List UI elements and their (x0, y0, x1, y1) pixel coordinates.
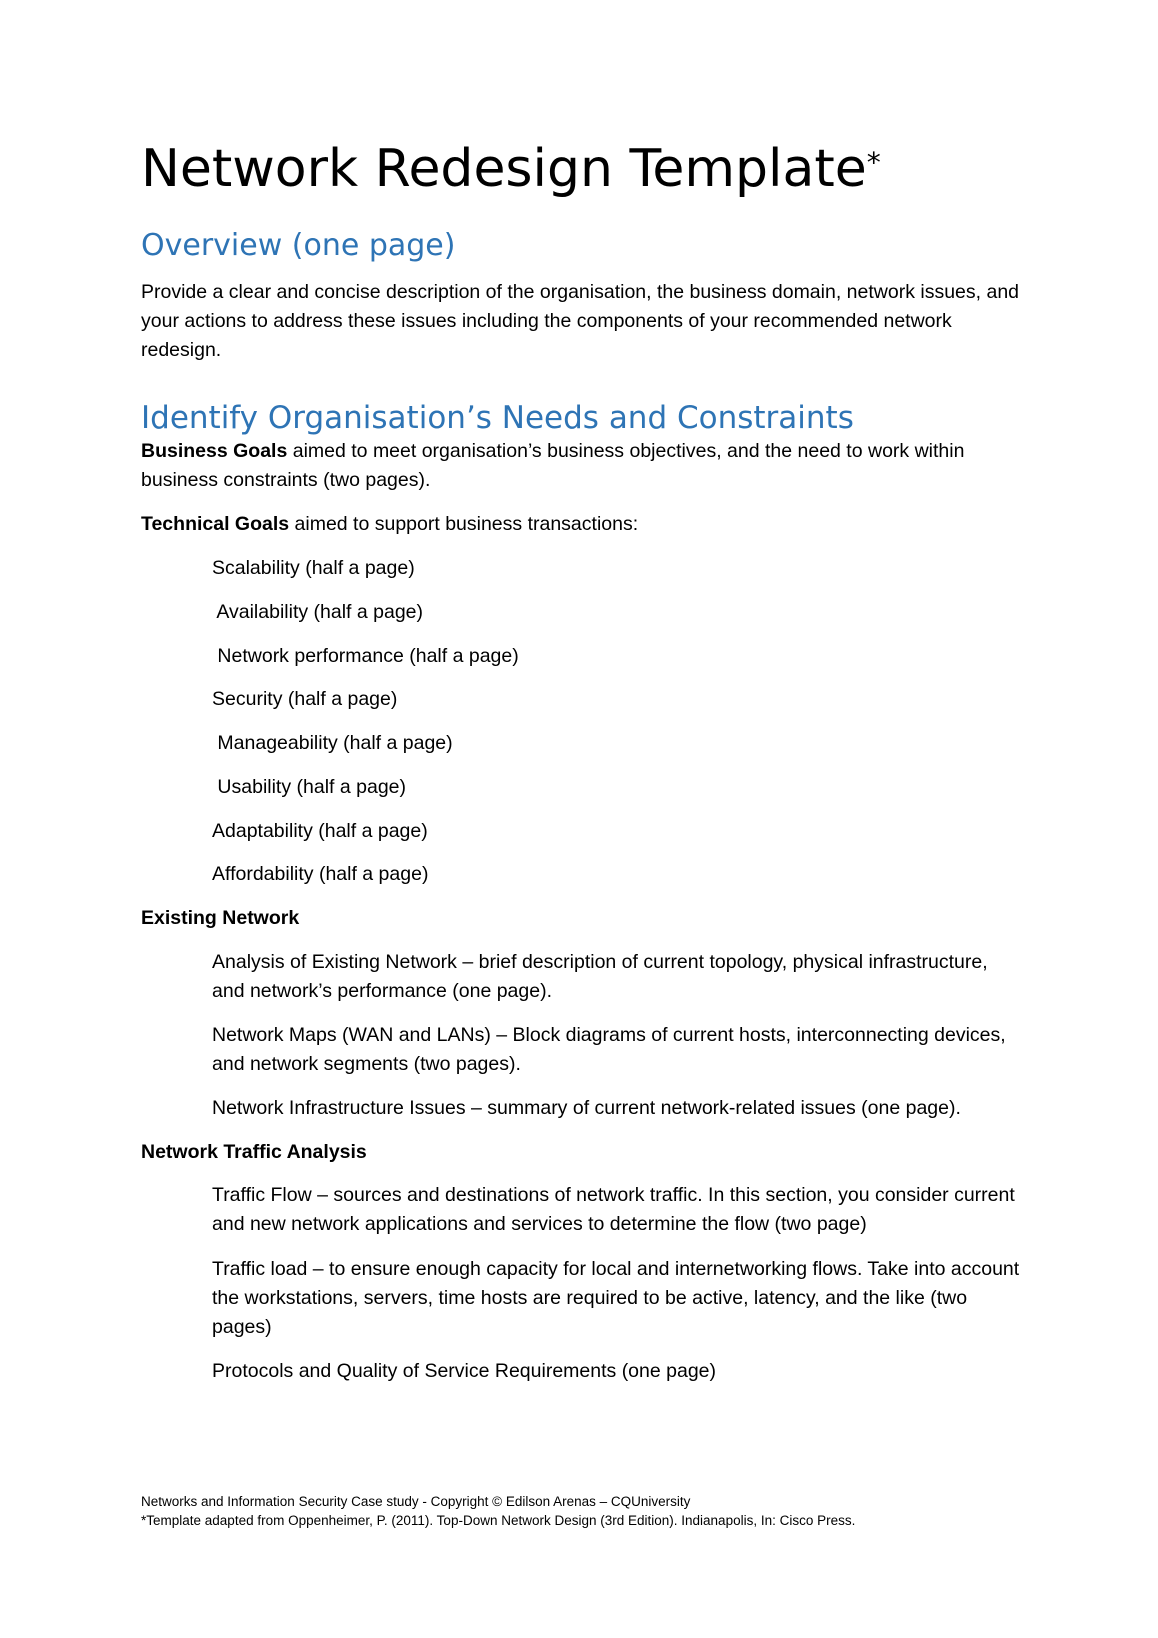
existing-network-item: Network Maps (WAN and LANs) – Block diagrams of current hosts, interconnecting devices, and network segments (two pages). (212, 1024, 1006, 1075)
technical-goal-item: Adaptability (half a page) (212, 820, 428, 842)
existing-network-heading (141, 904, 1021, 933)
technical-goal-item: Security (half a page) (212, 688, 398, 710)
technical-goal-item: Usability (half a page) (212, 776, 407, 798)
technical-goal-item: Availability (half a page) (212, 601, 424, 623)
technical-goals-paragraph (141, 510, 1021, 539)
footer-copyright: Networks and Information Security Case study - Copyright © Edilson Arenas – CQUniversity (141, 1494, 691, 1509)
overview-heading: Overview (one page) (141, 228, 456, 263)
existing-network-label: Existing Network (141, 907, 300, 929)
page-title-text: Network Redesign Template (141, 139, 867, 199)
traffic-analysis-item: Protocols and Quality of Service Requirements (one page) (212, 1360, 717, 1382)
page-title (141, 137, 881, 201)
technical-goal-item: Manageability (half a page) (212, 732, 453, 754)
needs-heading: Identify Organisation’s Needs and Constraints (141, 400, 854, 436)
technical-goals-text: aimed to support business transactions: (289, 513, 639, 535)
existing-network-item: Analysis of Existing Network – brief description of current topology, physical infrastructure, and network’s performance (one page). (212, 951, 988, 1002)
technical-goals-label: Technical Goals (141, 513, 290, 535)
footer-citation: *Template adapted from Oppenheimer, P. (2011). Top-Down Network Design (3rd Edition). Indianapolis, In: Cisco Press. (141, 1513, 856, 1528)
traffic-analysis-label: Network Traffic Analysis (141, 1141, 367, 1163)
business-goals-label: Business Goals (141, 440, 288, 462)
technical-goal-item: Network performance (half a page) (212, 645, 519, 667)
existing-network-item: Network Infrastructure Issues – summary of current network-related issues (one page). (212, 1097, 961, 1119)
traffic-analysis-heading (141, 1138, 1021, 1167)
technical-goal-item: Scalability (half a page) (212, 557, 415, 579)
traffic-analysis-item: Traffic Flow – sources and destinations of network traffic. In this section, you consider current and new network applications and services to determine the flow (two page) (212, 1184, 1015, 1235)
overview-paragraph: Provide a clear and concise description of the organisation, the business domain, network issues, and your actions to address these issues including the components of your recommended network redesign. (141, 281, 1020, 361)
business-goals-text: aimed to meet organisation’s business objectives, and the need to work within business constraints (two pages). (141, 440, 965, 491)
traffic-analysis-item: Traffic load – to ensure enough capacity for local and internetworking flows. Take into account the workstations, servers, time hosts are required to be active, latency, and the like (two pages) (212, 1258, 1020, 1338)
page-footer (141, 1492, 855, 1530)
business-goals-paragraph (141, 437, 1021, 495)
title-footnote-marker: * (866, 146, 881, 179)
technical-goal-item: Affordability (half a page) (212, 863, 429, 885)
